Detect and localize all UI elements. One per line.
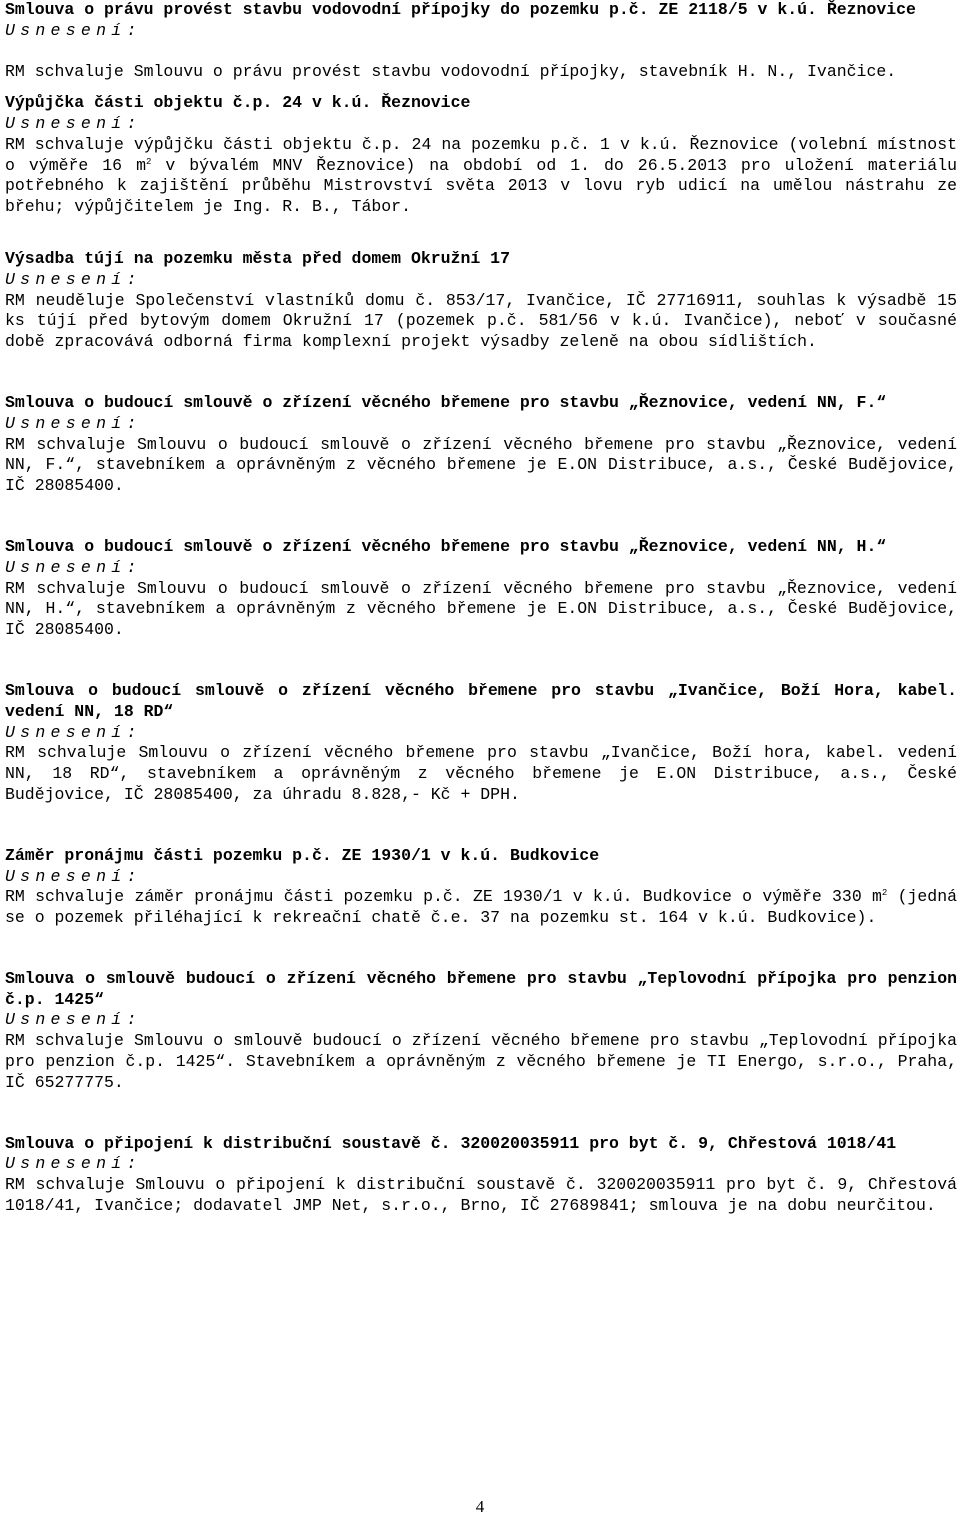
usneseni-label: Usnesení: bbox=[5, 269, 142, 289]
usneseni-label: Usnesení: bbox=[5, 1010, 142, 1030]
superscript: 2 bbox=[881, 888, 888, 899]
spacer bbox=[5, 353, 957, 393]
section-title: Smlouva o budoucí smlouvě o zřízení věcného břemene pro stavbu „Řeznovice, vedení NN, F.“ bbox=[5, 392, 887, 412]
section-title: Smlouva o připojení k distribuční soustavě č. 320020035911 pro byt č. 9, Chřestová 1018/41 bbox=[5, 1133, 897, 1153]
section-title: Záměr pronájmu části pozemku p.č. ZE 1930/1 v k.ú. Budkovice bbox=[5, 845, 600, 865]
section-body bbox=[5, 135, 957, 218]
resolution-section bbox=[5, 393, 957, 497]
section-body: RM schvaluje Smlouvu o budoucí smlouvě o zřízení věcného břemene pro stavbu „Řeznovice, vedení NN, H.“, stavebníkem a oprávněným z věcného břemene je E.ON Distribuce, a.s., České Budějovice, IČ 28085400. bbox=[5, 578, 957, 640]
spacer bbox=[5, 806, 957, 846]
section-body-part: (jedná se o pozemek přiléhající k rekreační chatě č.e. 37 na pozemku st. 164 v k.ú. Budkovice). bbox=[5, 887, 958, 928]
spacer bbox=[5, 218, 957, 249]
section-body-part: RM schvaluje záměr pronájmu části pozemku p.č. ZE 1930/1 v k.ú. Budkovice o výměře 330 m bbox=[5, 887, 882, 907]
section-body: RM schvaluje Smlouvu o právu provést stavbu vodovodní přípojky, stavebník H. N., Ivančice. bbox=[5, 62, 897, 82]
section-body-part: RM schvaluje výpůjčku části objektu č.p. 24 na pozemku p.č. 1 v k.ú. Řeznovice (volební místnost o výměře 16 m bbox=[5, 134, 957, 175]
usneseni-label: Usnesení: bbox=[5, 722, 142, 742]
spacer bbox=[5, 1094, 957, 1134]
section-body: RM schvaluje Smlouvu o připojení k distribuční soustavě č. 320020035911 pro byt č. 9, Chřestová 1018/41, Ivančice; dodavatel JMP Net, s.r.o., Brno, IČ 27689841; smlouva je na dobu neurčitou. bbox=[5, 1175, 957, 1216]
resolution-section bbox=[5, 93, 957, 218]
section-body-part: v bývalém MNV Řeznovice) na období od 1. do 26.5.2013 pro uložení materiálu potřebného k zajištění průběhu Mistrovství světa 2013 v lovu ryb udicí na umělou nástrahu ze břehu; výpůjčitelem je Ing. R. B., Tábor. bbox=[5, 155, 957, 217]
section-title: Smlouva o budoucí smlouvě o zřízení věcného břemene pro stavbu „Řeznovice, vedení NN, H.“ bbox=[5, 536, 887, 556]
document-page bbox=[5, 0, 957, 1217]
usneseni-label: Usnesení: bbox=[5, 413, 142, 433]
spacer bbox=[5, 641, 957, 681]
section-title: Smlouva o smlouvě budoucí o zřízení věcného břemene pro stavbu „Teplovodní přípojka pro penzion č.p. 1425“ bbox=[5, 968, 957, 1009]
resolution-section bbox=[5, 681, 957, 806]
resolution-section bbox=[5, 1134, 957, 1217]
usneseni-label: Usnesení: bbox=[5, 1154, 142, 1174]
page-number: 4 bbox=[475, 1497, 485, 1516]
section-body: RM schvaluje Smlouvu o budoucí smlouvě o zřízení věcného břemene pro stavbu „Řeznovice, vedení NN, F.“, stavebníkem a oprávněným z věcného břemene je E.ON Distribuce, a.s., České Budějovice, IČ 28085400. bbox=[5, 434, 957, 496]
section-title: Výsadba tújí na pozemku města před domem Okružní 17 bbox=[5, 248, 510, 268]
usneseni-label: Usnesení: bbox=[5, 557, 142, 577]
resolution-section bbox=[5, 537, 957, 641]
superscript: 2 bbox=[145, 156, 152, 167]
usneseni-label: Usnesení: bbox=[5, 113, 142, 133]
resolution-section bbox=[5, 249, 957, 353]
resolution-section bbox=[5, 969, 957, 1094]
section-body: RM schvaluje Smlouvu o smlouvě budoucí o zřízení věcného břemene pro stavbu „Teplovodní přípojka pro penzion č.p. 1425“. Stavebníkem a oprávněným z věcného břemene je TI Energo, s.r.o., Praha, IČ 65277775. bbox=[5, 1031, 957, 1092]
section-body: RM schvaluje Smlouvu o zřízení věcného břemene pro stavbu „Ivančice, Boží hora, kabel. vedení NN, 18 RD“, stavebníkem a oprávněným z věcného břemene je E.ON Distribuce, a.s., České Budějovice, IČ 28085400, za úhradu 8.828,- Kč + DPH. bbox=[5, 743, 957, 804]
section-title: Výpůjčka části objektu č.p. 24 v k.ú. Řeznovice bbox=[5, 93, 471, 113]
section-body: RM neuděluje Společenství vlastníků domu č. 853/17, Ivančice, IČ 27716911, souhlas k výsadbě 15 ks tújí před bytovým domem Okružní 17 (pozemek p.č. 581/56 v k.ú. Ivančice), neboť v současné době zpracovává odborná firma komplexní projekt výsadby zeleně na obou sídlištích. bbox=[5, 290, 957, 352]
section-title: Smlouva o budoucí smlouvě o zřízení věcného břemene pro stavbu „Ivančice, Boží Hora, kabel. vedení NN, 18 RD“ bbox=[5, 680, 957, 721]
usneseni-label: Usnesení: bbox=[5, 866, 142, 886]
section-title: Smlouva o právu provést stavbu vodovodní přípojky do pozemku p.č. ZE 2118/5 v k.ú. Řeznovice bbox=[5, 0, 916, 19]
section-body bbox=[5, 887, 957, 929]
spacer bbox=[5, 42, 957, 63]
resolution-section bbox=[5, 0, 957, 83]
spacer bbox=[5, 497, 957, 537]
spacer bbox=[5, 929, 957, 969]
resolution-section bbox=[5, 846, 957, 929]
usneseni-label: Usnesení: bbox=[5, 20, 142, 40]
